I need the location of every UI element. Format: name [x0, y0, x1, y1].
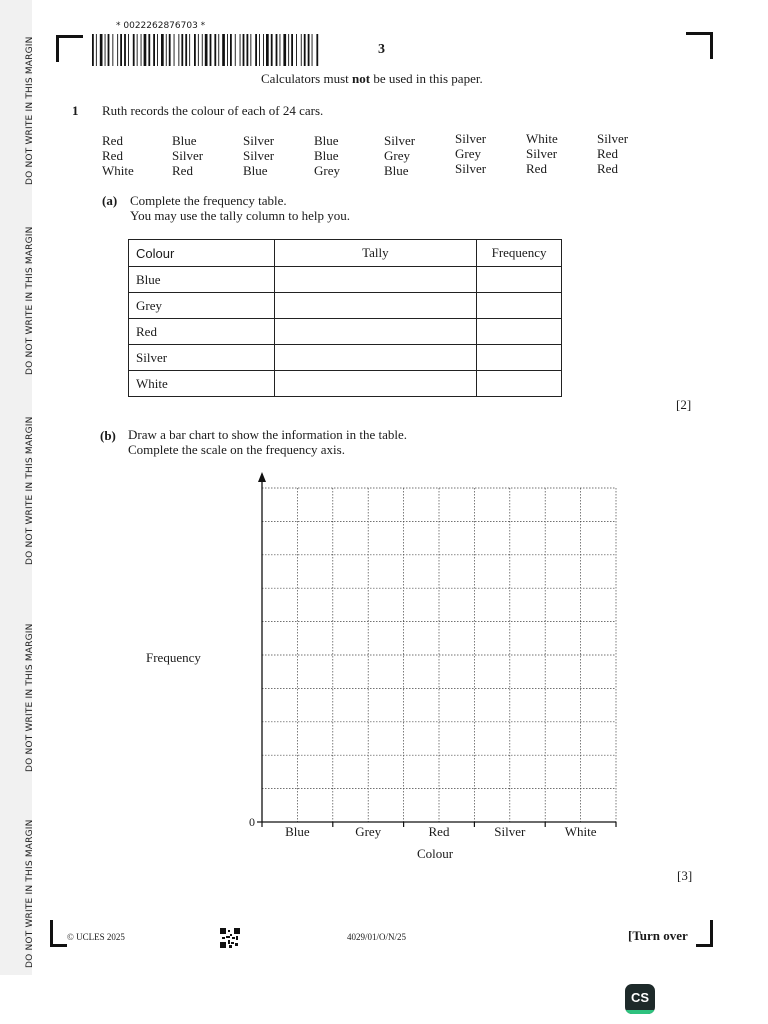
car-colour-column: White Silver Red [526, 131, 558, 176]
corner-mark-bottom-right [696, 920, 713, 947]
frequency-table [128, 239, 562, 397]
copyright: © UCLES 2025 [67, 932, 125, 942]
margin-warning: DO NOT WRITE IN THIS MARGIN [25, 36, 35, 185]
part-b-label: (b) [100, 428, 116, 443]
tally-cell[interactable] [274, 319, 476, 345]
row-colour: Grey [129, 293, 275, 319]
row-colour: White [129, 371, 275, 397]
paper-code: 4029/01/O/N/25 [347, 932, 407, 942]
header-tally: Tally [274, 240, 476, 267]
x-tick-label: Silver [494, 824, 526, 839]
table-row [129, 267, 562, 293]
y-tick-label: 0 [249, 815, 255, 829]
car-colour-column: Silver Grey Silver [455, 131, 487, 176]
part-a-marks: [2] [676, 397, 692, 412]
question-number: 1 [72, 103, 79, 118]
chart-grid [262, 488, 616, 822]
part-b-instruction: Complete the scale on the frequency axis. [128, 442, 345, 457]
corner-mark-top-right [686, 32, 713, 59]
corner-mark-top-left [56, 35, 83, 62]
tally-cell[interactable] [274, 345, 476, 371]
turn-over: [Turn over [628, 928, 688, 943]
corner-mark-bottom-left [50, 920, 67, 947]
margin-warning: DO NOT WRITE IN THIS MARGIN [25, 416, 35, 565]
table-row [129, 293, 562, 319]
x-axis-label: Colour [417, 846, 454, 861]
table-header-row [129, 240, 562, 267]
frequency-cell[interactable] [477, 267, 562, 293]
part-a-label: (a) [102, 193, 118, 208]
car-colour-column: Red Red White [102, 133, 134, 178]
header-colour: Colour [129, 240, 275, 267]
tally-cell[interactable] [274, 267, 476, 293]
table-row [129, 345, 562, 371]
row-colour: Blue [129, 267, 275, 293]
question-text: Ruth records the colour of each of 24 cars. [102, 103, 324, 118]
x-tick-label: Blue [285, 824, 310, 839]
part-a-instruction: Complete the frequency table. [130, 193, 287, 208]
x-tick-label: White [564, 824, 597, 839]
tally-cell[interactable] [274, 371, 476, 397]
frequency-cell[interactable] [477, 371, 562, 397]
qr-code-icon [220, 928, 240, 948]
margin-warning: DO NOT WRITE IN THIS MARGIN [25, 623, 35, 772]
chart-axes [257, 472, 616, 827]
table-row [129, 319, 562, 345]
barcode [92, 34, 320, 66]
header-frequency: Frequency [477, 240, 562, 267]
margin-warning: DO NOT WRITE IN THIS MARGIN [25, 819, 35, 968]
calculator-notice: Calculators must not be used in this paper. [261, 71, 483, 86]
camscanner-logo-icon: CS [625, 984, 655, 1014]
frequency-cell[interactable] [477, 293, 562, 319]
car-colour-column: Silver Red Red [597, 131, 629, 176]
page-number: 3 [378, 42, 385, 57]
frequency-cell[interactable] [477, 319, 562, 345]
part-a-instruction: You may use the tally column to help you. [130, 208, 351, 223]
car-colour-column: Silver Silver Blue [243, 133, 275, 178]
barcode-number: * 0022262876703 * [116, 21, 206, 31]
row-colour: Silver [129, 345, 275, 371]
car-colour-column: Silver Grey Blue [384, 133, 416, 178]
car-colour-column: Blue Blue Grey [314, 133, 340, 178]
y-axis-arrow [258, 472, 266, 482]
row-colour: Red [129, 319, 275, 345]
frequency-cell[interactable] [477, 345, 562, 371]
x-tick-label: Red [428, 824, 450, 839]
part-b-marks: [3] [677, 868, 693, 883]
table-row [129, 371, 562, 397]
chart-labels [249, 815, 597, 839]
margin-warning: DO NOT WRITE IN THIS MARGIN [25, 226, 35, 375]
part-b-instruction: Draw a bar chart to show the information in the table. [128, 427, 408, 442]
car-colour-column: Blue Silver Red [172, 133, 204, 178]
x-tick-label: Grey [355, 824, 382, 839]
y-axis-label: Frequency [146, 650, 201, 665]
tally-cell[interactable] [274, 293, 476, 319]
